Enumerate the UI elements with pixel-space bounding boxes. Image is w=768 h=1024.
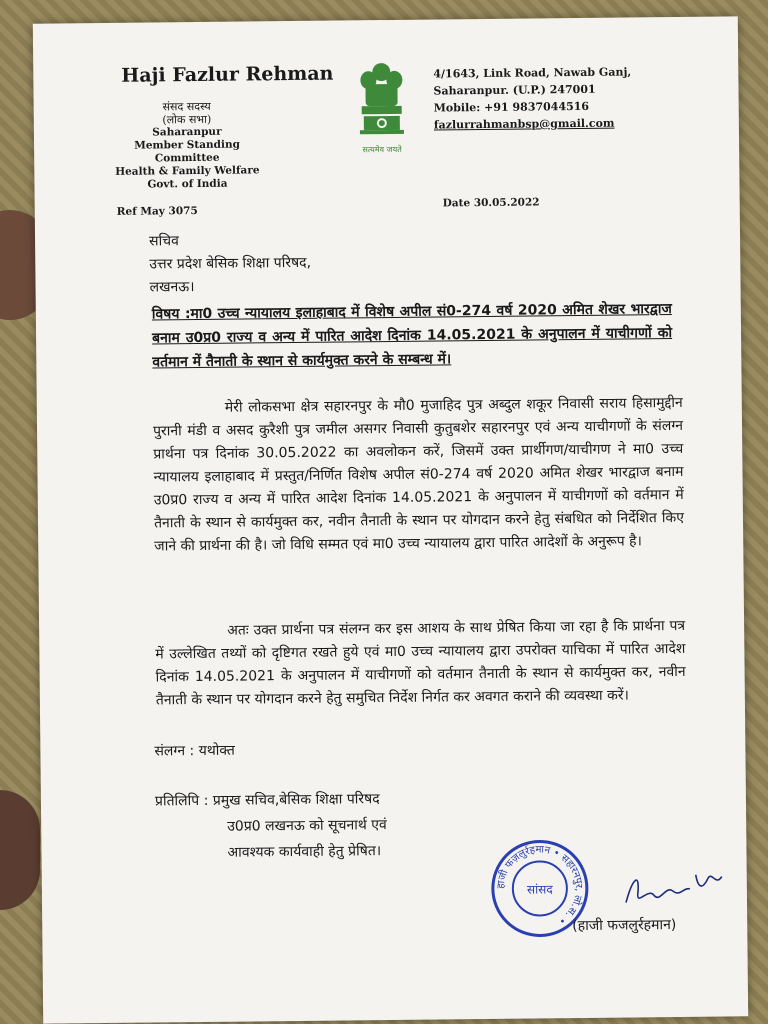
constituency: Saharanpur [152, 125, 222, 139]
email-address: fazlurrahmanbsp@gmail.com [433, 116, 615, 132]
stamp-ring-text: हाजी फज़लुर्रहमान • सहारनपुर, लो.स. • [495, 844, 584, 927]
handwritten-signature [618, 856, 729, 917]
recipient-line-3: लखनऊ। [149, 279, 195, 296]
letter-page [33, 16, 748, 1023]
reference-number: Ref May 3075 [116, 205, 198, 218]
title-hindi-2: (लोक सभा) [162, 112, 212, 127]
recipient-line-2: उत्तर प्रदेश बेसिक शिक्षा परिषद, [149, 254, 312, 273]
subject-text: विषय :मा0 उच्च न्यायालय इलाहाबाद में विशेष अपील सं0-274 वर्ष 2020 अमित शेखर भारद्वाज बनाम उ0प्र0 राज्य व अन्य में पारित आदेश दिनांक 14.05.2021 के अनुपालन में याचीगणों को वर्तमान में तैनाती के स्थान से कार्यमुक्त करने के सम्बन्ध में। [151, 301, 673, 371]
committee-line-1: Member Standing Committee [134, 138, 241, 165]
sender-designation [112, 99, 263, 192]
letter-date: Date 30.05.2022 [442, 196, 540, 210]
address-line-2: Saharanpur. (U.P.) 247001 [433, 82, 596, 98]
copy-label: प्रतिलिपि : प्रमुख सचिव,बेसिक शिक्षा परिषद [154, 791, 380, 810]
title-hindi-1: संसद सदस्य [162, 99, 211, 114]
body-paragraph-2: अतः उक्त प्रार्थना पत्र संलग्न कर इस आशय के साथ प्रेषित किया जा रहा है कि प्रार्थना पत्र में उल्लेखित तथ्यों को दृष्टिगत रखते हुये एवं मा0 उच्च न्यायालय द्वारा उपरोक्त याचिका में पारित आदेश दिनांक 14.05.2021 के अनुपालन में याचीगणों को वर्तमान तैनाती के स्थान से कार्यमुक्त कर, नवीन तैनाती के स्थान पर योगदान करने हेतु समुचित निर्देश निर्गत कर अवगत कराने की व्यवस्था करें। [155, 617, 686, 709]
lion-capital-icon [351, 58, 412, 159]
signer-name: (हाजी फजलुर्रहमान) [572, 917, 677, 935]
committee-line-3: Govt. of India [147, 177, 228, 191]
copy-line-3: आवश्यक कार्यवाही हेतु प्रेषित। [227, 843, 382, 861]
body-paragraph-1: मेरी लोकसभा क्षेत्र सहारनपुर के मौ0 मुजाहिद पुत्र अब्दुल शकूर निवासी सराय हिसामुद्दीन पुरानी मंडी व असद कुरैशी पुत्र जमील असगर निवासी कुतुबशेर सहारनपुर एवं अन्य याचीगणों के संलग्न प्रार्थना पत्र दिनांक 30.05.2022 का अवलोकन करें, जिसमें उक्त प्रार्थीगण/याचीगण ने मा0 उच्च न्यायालय इलाहाबाद में प्रस्तुत/निर्णित विशेष अपील सं0-274 वर्ष 2020 अमित शेखर भारद्वाज बनाम उ0प्र0 राज्य व अन्य में पारित आदेश दिनांक 14.05.2021 के अनुपालन में याचीगणों को वर्तमान में तैनाती के स्थान से कार्यमुक्त कर, नवीन तैनाती के स्थान पर योगदान करने हेतु संबधित को निर्देशित किए जाने की प्रार्थना की है। जो विधि सम्मत एवं मा0 उच्च न्यायालय द्वारा पारित आदेशों के अनुरूप है। [152, 394, 685, 555]
copy-line-2: उ0प्र0 लखनऊ को सूचनार्थ एवं [227, 817, 387, 835]
emblem-motto: सत्यमेव जयते [362, 144, 402, 155]
copy-to-block [155, 786, 387, 866]
recipient-line-1: सचिव [148, 233, 179, 250]
enclosure-note: संलग्न : यथोक्त [154, 742, 235, 760]
sender-name: Haji Fazlur Rehman [121, 62, 334, 87]
committee-line-2: Health & Family Welfare [115, 164, 260, 178]
recipient-block [149, 229, 311, 300]
address-line-1: 4/1643, Link Road, Nawab Ganj, [433, 65, 632, 81]
sender-address [433, 63, 632, 133]
stamp-center-text: सांसद [526, 882, 553, 897]
national-emblem [351, 58, 412, 159]
mobile-number: Mobile: +91 9837044516 [433, 99, 590, 115]
hand-holding-paper-bottom [0, 790, 40, 910]
subject-line [152, 297, 673, 374]
signature-icon [618, 856, 729, 917]
